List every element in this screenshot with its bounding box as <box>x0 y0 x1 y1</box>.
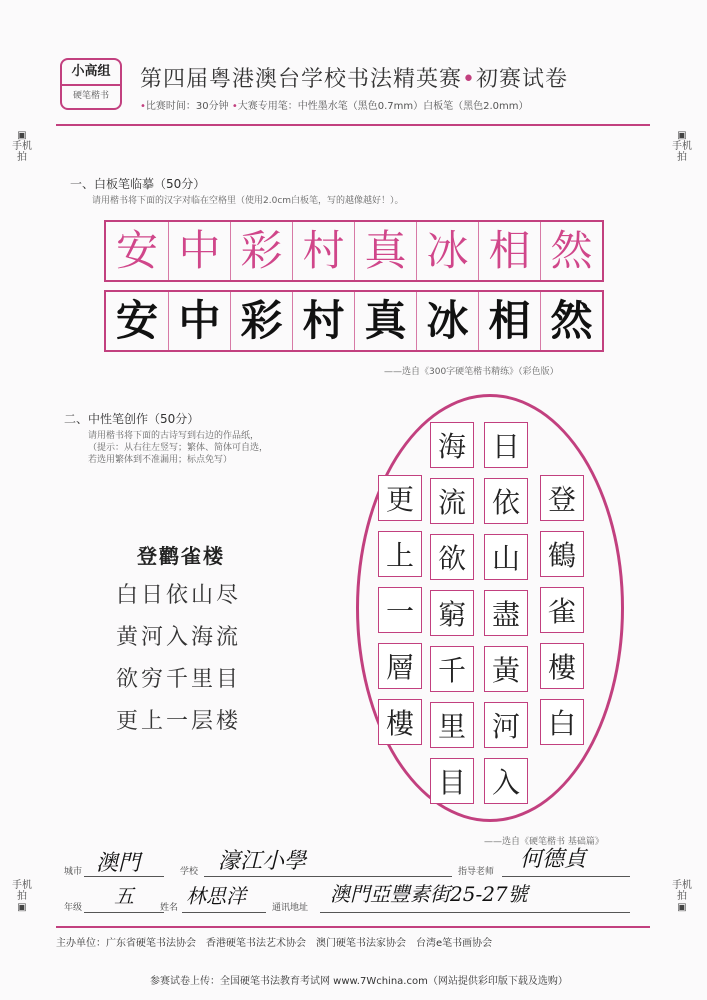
artwork-cell: 更 <box>378 475 422 521</box>
artwork-cell: 日 <box>484 422 528 468</box>
artwork-cell: 層 <box>378 643 422 689</box>
artwork-cell: 河 <box>484 702 528 748</box>
copied-char: 彩 <box>230 292 292 350</box>
grade-underline <box>84 912 164 913</box>
teacher-label: 指导老师 <box>458 867 495 877</box>
copied-char: 中 <box>168 292 230 350</box>
teacher-field[interactable]: 何德貞 <box>520 847 587 872</box>
section1-source: ——选自《300字硬笔楷书精练》（彩色版） <box>384 367 559 377</box>
camera-marker-tl: ▣ 手机拍 <box>12 130 32 163</box>
group-badge <box>60 58 122 110</box>
camera-marker-tr: ▣ 手机拍 <box>672 130 692 163</box>
model-char: 相 <box>478 222 540 280</box>
model-char: 真 <box>354 222 416 280</box>
exam-info: •比赛时间：30分钟 •大赛专用笔：中性墨水笔（黑色0.7mm）白板笔（黑色2.0mm） <box>140 101 529 112</box>
artwork-cell: 樓 <box>378 699 422 745</box>
model-char: 然 <box>540 222 602 280</box>
artwork-cell: 流 <box>430 478 474 524</box>
model-char-grid <box>104 220 604 282</box>
school-field[interactable]: 濠江小學 <box>218 849 307 874</box>
model-char: 安 <box>115 226 158 275</box>
poem-title: 登鹳雀楼 <box>137 544 225 568</box>
section2-instruction-3: 若选用繁体到不准漏用；标点免写） <box>88 455 233 465</box>
copied-char: 然 <box>540 292 602 350</box>
name-field[interactable]: 林思洋 <box>186 884 246 908</box>
group-label: 小高组 <box>62 60 120 86</box>
city-label: 城市 <box>64 867 83 877</box>
artwork-cell: 白 <box>540 699 584 745</box>
poem-line: 欲穷千里目 <box>116 667 242 692</box>
artwork-cell: 鶴 <box>540 531 584 577</box>
artwork-cell: 欲 <box>430 534 474 580</box>
copied-char: 冰 <box>416 292 478 350</box>
section1-instruction: 请用楷书将下面的汉字对临在空格里（使用2.0cm白板笔，写的越像越好！）。 <box>92 196 404 206</box>
camera-marker-br: 手机拍 ▣ <box>672 880 692 913</box>
section2-heading: 二、中性笔创作（50分） <box>64 412 200 426</box>
school-underline <box>204 876 452 877</box>
city-underline <box>84 876 164 877</box>
artwork-cell: 目 <box>430 758 474 804</box>
poem-line: 黄河入海流 <box>116 625 242 650</box>
script-label: 硬笔楷书 <box>72 91 109 101</box>
footer-divider <box>56 926 650 928</box>
section2-source: ——选自《硬笔楷书 基础篇》 <box>484 837 604 847</box>
artwork-cell: 上 <box>378 531 422 577</box>
artwork-cell: 海 <box>430 422 474 468</box>
organizers: 主办单位：广东省硬笔书法协会 香港硬笔书法艺术协会 澳门硬笔书法家协会 台湾e笔书画协会 <box>56 938 493 949</box>
copied-char: 真 <box>354 292 416 350</box>
artwork-cell: 樓 <box>540 643 584 689</box>
poem-line: 白日依山尽 <box>116 583 242 608</box>
header-divider <box>56 124 650 126</box>
copy-char-grid <box>104 290 604 352</box>
model-char: 冰 <box>416 222 478 280</box>
school-label: 学校 <box>180 867 199 877</box>
section2-instruction-1: 请用楷书将下面的古诗写到右边的作品纸， <box>88 431 260 441</box>
artwork-cell: 里 <box>430 702 474 748</box>
grade-label: 年级 <box>64 903 83 913</box>
copied-char: 村 <box>292 292 354 350</box>
poem-line: 更上一层楼 <box>116 709 242 734</box>
camera-marker-bl: 手机拍 ▣ <box>12 880 32 913</box>
city-field[interactable]: 澳門 <box>96 851 141 876</box>
model-char: 彩 <box>230 222 292 280</box>
artwork-cell: 山 <box>484 534 528 580</box>
artwork-cell: 千 <box>430 646 474 692</box>
section2-instruction-2: （提示：从右往左竖写；繁体、简体可自选， <box>88 443 269 453</box>
address-underline <box>320 912 630 913</box>
address-field[interactable]: 澳門亞豐素街25-27號 <box>330 882 528 906</box>
upload-notice: 参赛试卷上传：全国硬笔书法教育考试网 www.7Wchina.com（网站提供彩印版下载及选购） <box>150 976 568 987</box>
section1-heading: 一、白板笔临摹（50分） <box>70 177 206 191</box>
artwork-cell: 雀 <box>540 587 584 633</box>
artwork-cell: 窮 <box>430 590 474 636</box>
artwork-cell: 盡 <box>484 590 528 636</box>
copied-char: 安 <box>115 296 158 345</box>
artwork-cell: 依 <box>484 478 528 524</box>
artwork-cell: 一 <box>378 587 422 633</box>
model-char: 村 <box>292 222 354 280</box>
model-char: 中 <box>168 222 230 280</box>
artwork-cell: 入 <box>484 758 528 804</box>
address-label: 通讯地址 <box>272 903 309 913</box>
grade-field[interactable]: 五 <box>114 884 134 908</box>
name-label: 姓名 <box>160 903 179 913</box>
artwork-cell: 登 <box>540 475 584 521</box>
name-underline <box>182 912 266 913</box>
copied-char: 相 <box>478 292 540 350</box>
teacher-underline <box>502 876 630 877</box>
artwork-cell: 黃 <box>484 646 528 692</box>
page-title: 第四届粤港澳台学校书法精英赛•初赛试卷 <box>140 67 569 92</box>
